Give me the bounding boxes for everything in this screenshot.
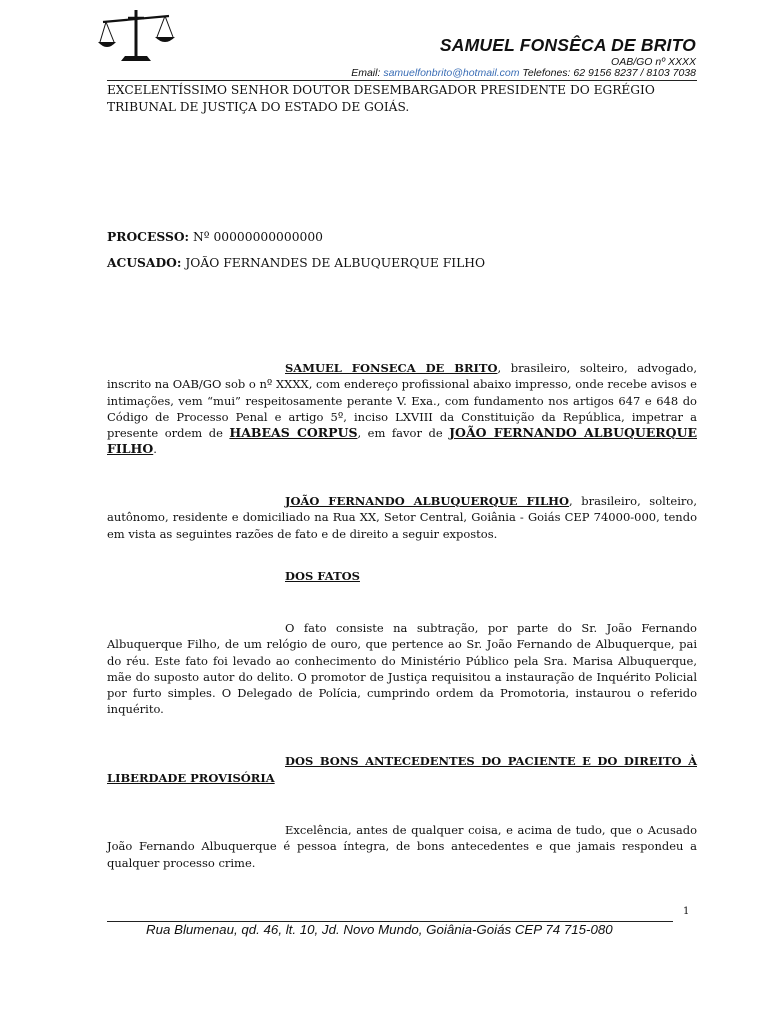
section-heading-antecedentes bbox=[107, 753, 697, 787]
phone-numbers: Telefones: 62 9156 8237 / 8103 7038 bbox=[522, 67, 696, 79]
processo-line bbox=[107, 229, 323, 244]
paciente-name: JOÃO FERNANDO ALBUQUERQUE FILHO bbox=[285, 494, 569, 508]
acusado-value: JOÃO FERNANDES DE ALBUQUERQUE FILHO bbox=[185, 256, 486, 270]
impetrante-name: SAMUEL FONSECA DE BRITO bbox=[285, 361, 498, 375]
email-link[interactable]: samuelfonbrito@hotmail.com bbox=[383, 67, 520, 79]
paragraph-fatos bbox=[107, 620, 697, 718]
letterhead-oab: OAB/GO nº XXXX bbox=[611, 56, 696, 68]
paragraph-text: O fato consiste na subtração, por parte do Sr. João Fernando Albuquerque Filho, de um relógio de ouro, que pertence ao Sr. João Fernando de Albuquerque, pai do réu. Este fato foi levado ao conhecimento do Ministério Público pela Sra. Marisa Albuquerque, mãe do suposto autor do delito. O promotor de Justiça requisitou a instauração de Inquérito Policial por furto simples. O Delegado de Polícia, cumprindo ordem da Promotoria, instaurou o referido inquérito. bbox=[107, 621, 697, 717]
section-heading-text: DOS BONS ANTECEDENTES DO PACIENTE E DO DIREITO À LIBERDADE PROVISÓRIA bbox=[107, 754, 697, 785]
paragraph-text: , brasileiro, solteiro, autônomo, residente e domiciliado na Rua XX, Setor Central, Goiânia - Goiás CEP 74000-000, tendo em vista as seguintes razões de fato e de direito a seguir expostos. bbox=[107, 494, 697, 541]
acusado-label: ACUSADO: bbox=[107, 255, 182, 270]
paragraph-paciente bbox=[107, 493, 697, 542]
section-heading-fatos: DOS FATOS bbox=[285, 569, 360, 583]
paragraph-antecedentes bbox=[107, 822, 697, 871]
scales-of-justice-icon bbox=[97, 4, 175, 64]
processo-label: PROCESSO: bbox=[107, 229, 190, 244]
header-divider bbox=[107, 80, 697, 81]
paragraph-text: , em favor de bbox=[357, 426, 450, 441]
acusado-line bbox=[107, 255, 485, 270]
page-number: 1 bbox=[683, 906, 690, 917]
letterhead-contact bbox=[351, 67, 696, 79]
addressee: EXCELENTÍSSIMO SENHOR DOUTOR DESEMBARGADOR PRESIDENTE DO EGRÉGIO TRIBUNAL DE JUSTIÇA DO ESTADO DE GOIÁS. bbox=[107, 83, 655, 114]
processo-value: Nº 00000000000000 bbox=[193, 230, 323, 244]
paragraph-text: , brasileiro, solteiro, advogado, inscrito na OAB/GO sob o nº XXXX, com endereço profissional abaixo impresso, onde recebe avisos e intimações, vem “mui” respeitosamente perante V. Exa., com fundamento nos artigos 647 e 648 do Código de Processo Penal e artigo 5º, inciso LXVIII da Constituição da República, impetrar a presente ordem de bbox=[107, 361, 697, 441]
beneficiary-name: JOÃO FERNANDO ALBUQUERQUE FILHO bbox=[107, 425, 697, 457]
habeas-corpus-term: HABEAS CORPUS bbox=[229, 425, 358, 441]
paragraph-text: Excelência, antes de qualquer coisa, e acima de tudo, que o Acusado João Fernando Albuquerque é pessoa íntegra, de bons antecedentes e que jamais respondeu a qualquer processo crime. bbox=[107, 823, 697, 870]
paragraph-text: . bbox=[153, 442, 157, 457]
paragraph-impetrante bbox=[107, 360, 697, 458]
footer-address: Rua Blumenau, qd. 46, lt. 10, Jd. Novo Mundo, Goiânia-Goiás CEP 74 715-080 bbox=[146, 922, 613, 937]
letterhead-name: SAMUEL FONSÊCA DE BRITO bbox=[439, 35, 696, 55]
email-label: Email: bbox=[351, 67, 381, 79]
